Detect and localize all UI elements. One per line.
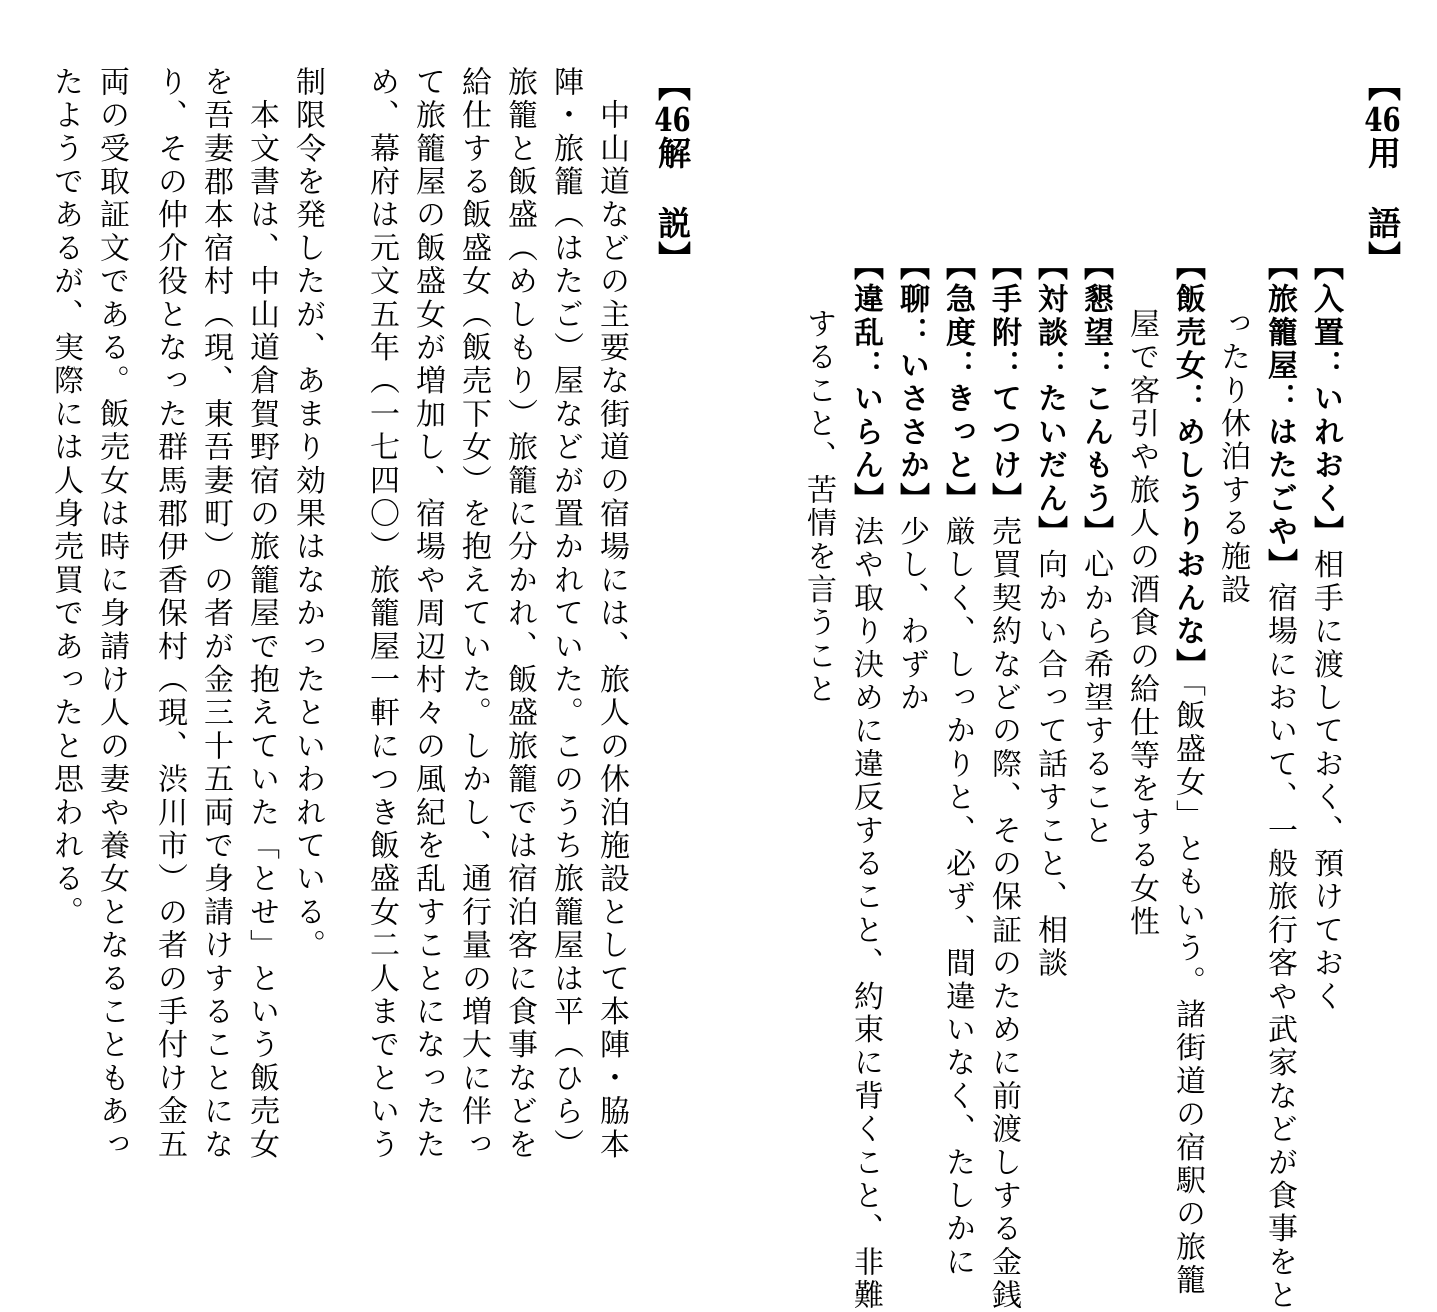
glossary-continuation: 屋で客引や旅人の酒食の給仕等をする女性 (1124, 308, 1159, 939)
commentary-line: を吾妻郡本宿村（現、東吾妻町）の者が金三十五両で身請けすることにな (198, 66, 233, 1162)
glossary-term: 【旅籠屋：はたごや】 (1262, 250, 1297, 582)
glossary-definition: 法や取り決めに違反すること、約束に背くこと、非難 (848, 515, 883, 1312)
glossary-definition: 心から希望すること (1078, 548, 1113, 848)
glossary-continuation: ったり休泊する施設 (1215, 308, 1250, 607)
glossary-term: 【対談：たいだん】 (1032, 250, 1067, 549)
glossary-term: 【聊：いささか】 (894, 250, 929, 516)
glossary-entry-iran (848, 250, 883, 1312)
glossary-term: 【急度：きっと】 (940, 250, 975, 516)
glossary-term: 【入置：いれおく】 (1308, 250, 1343, 549)
glossary-heading: 【46用 語】 (1363, 68, 1402, 276)
glossary-definition: 「飯盛女」ともいう。諸街道の宿駅の旅籠 (1170, 681, 1205, 1298)
commentary-line: 中山道などの主要な街道の宿場には、旅人の休泊施設として本陣・脇本 (594, 66, 629, 1162)
glossary-definition: 少し、わずか (894, 515, 929, 715)
glossary-definition: 相手に渡しておく、預けておく (1308, 548, 1343, 1014)
glossary-definition: 厳しく、しっかりと、必ず、間違いなく、たしかに (940, 515, 975, 1280)
glossary-term: 【違乱：いらん】 (848, 250, 883, 516)
commentary-line: 陣・旅籠（はたご）屋などが置かれていた。このうち旅籠屋は平（ひら） (548, 66, 583, 1162)
commentary-line: 給仕する飯盛女（飯売下女）を抱えていた。しかし、通行量の増大に伴っ (456, 66, 491, 1162)
commentary-heading: 【46解 説】 (653, 68, 692, 276)
commentary-line: 制限令を発したが、あまり効果はなかったといわれている。 (290, 66, 325, 963)
glossary-entry-taidan (1032, 250, 1067, 981)
glossary-definition: 向かい合って話すこと、相談 (1032, 548, 1067, 981)
heading-number: 46 (654, 103, 691, 136)
glossary-definition: 宿場において、一般旅行客や武家などが食事をと (1262, 582, 1297, 1312)
glossary-entry-konmou (1078, 250, 1113, 848)
glossary-entry-kitto (940, 250, 975, 1280)
glossary-entry-hatagoya (1262, 250, 1297, 1312)
commentary-line: たようであるが、実際には人身売買であったと思われる。 (48, 66, 83, 930)
commentary-line: め、幕府は元文五年（一七四〇）旅籠屋一軒につき飯盛女二人までという (364, 66, 399, 1162)
glossary-entry-isasaka (894, 250, 929, 715)
commentary-line: て旅籠屋の飯盛女が増加し、宿場や周辺村々の風紀を乱すことになったた (410, 66, 445, 1162)
commentary-line: 本文書は、中山道倉賀野宿の旅籠屋で抱えていた「とせ」という飯売女 (244, 66, 279, 1162)
glossary-entry-ireoku (1308, 250, 1343, 1014)
glossary-continuation: すること、苦情を言うこと (801, 308, 836, 707)
glossary-entry-tetsuke (986, 250, 1021, 1312)
glossary-term: 【飯売女：めしうりおんな】 (1170, 250, 1205, 682)
glossary-term: 【手附：てつけ】 (986, 250, 1021, 516)
commentary-line: 両の受取証文である。飯売女は時に身請け人の妻や養女となることもあっ (94, 66, 129, 1162)
commentary-line: 旅籠と飯盛（めしもり）旅籠に分かれ、飯盛旅籠では宿泊客に食事などを (502, 66, 537, 1162)
glossary-term: 【懇望：こんもう】 (1078, 250, 1113, 549)
glossary-entry-meshiurionna (1170, 250, 1205, 1298)
glossary-definition: 売買契約などの際、その保証のために前渡しする金銭 (986, 515, 1021, 1312)
heading-number: 46 (1364, 103, 1401, 136)
commentary-line: り、その仲介役となった群馬郡伊香保村（現、渋川市）の者の手付け金五 (152, 66, 187, 1162)
